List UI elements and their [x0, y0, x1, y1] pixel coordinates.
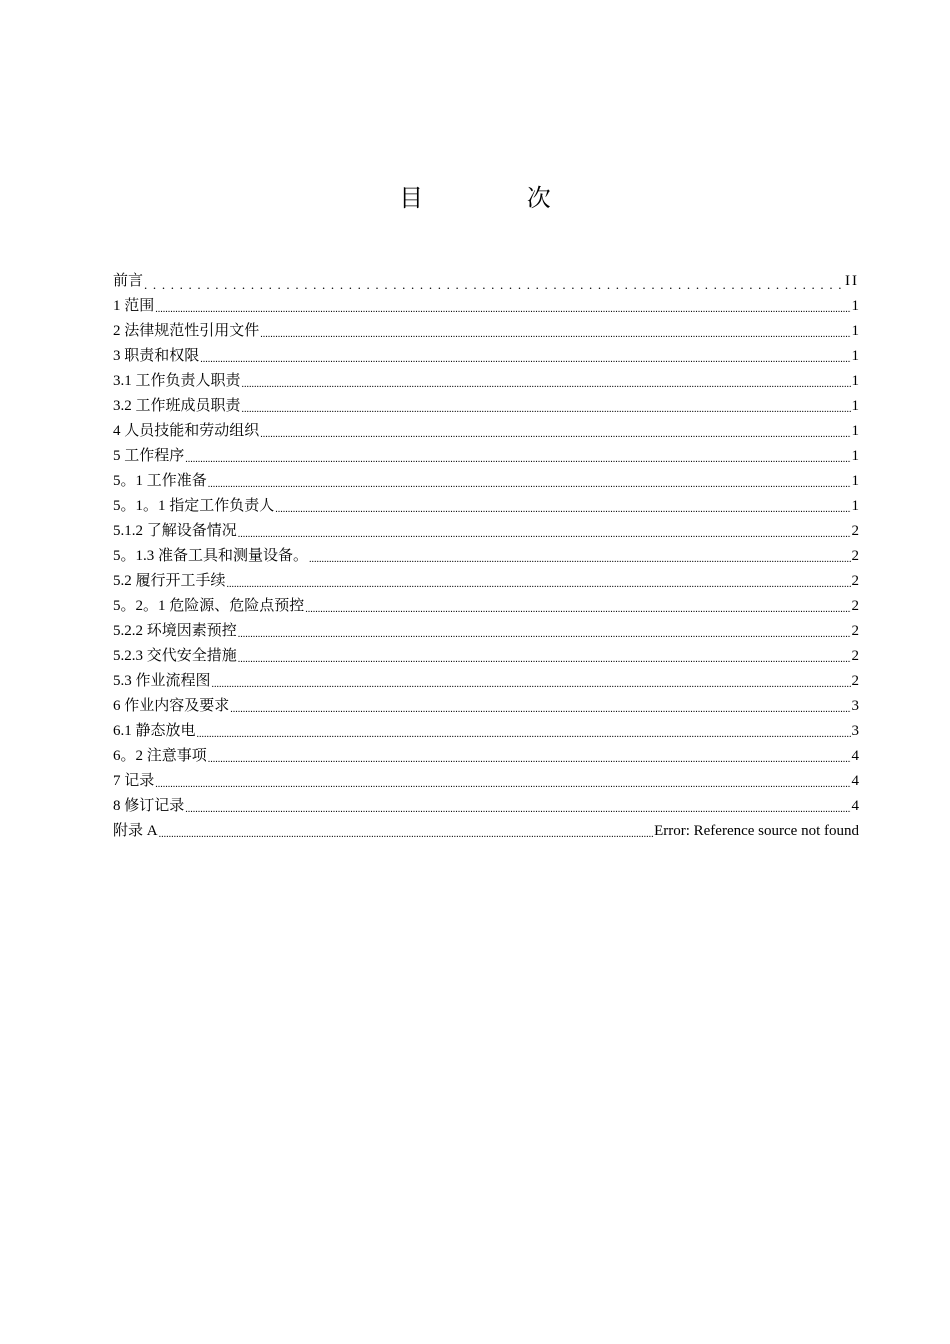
toc-entry-page: 1	[851, 298, 859, 314]
toc-dot-leader	[185, 794, 850, 819]
toc-entry-label: 7 记录	[113, 773, 155, 789]
toc-entry-label: 2 法律规范性引用文件	[113, 323, 260, 339]
toc-dot-leader	[212, 669, 851, 694]
toc-entry-label: 附录 A	[113, 823, 158, 839]
toc-entry[interactable]	[113, 294, 859, 319]
toc-entry-page: 1	[851, 448, 859, 464]
toc-dot-leader	[144, 269, 844, 294]
toc-entry-page: 2	[851, 623, 859, 639]
toc-entry-page: Error: Reference source not found	[654, 823, 859, 839]
toc-entry-page: 4	[851, 798, 859, 814]
toc-entry-label: 5.1.2 了解设备情况	[113, 523, 237, 539]
toc-entry-label: 6.1 静态放电	[113, 723, 196, 739]
toc-entry-page: 2	[851, 573, 859, 589]
table-of-contents	[113, 269, 859, 844]
toc-entry[interactable]	[113, 419, 859, 444]
toc-dot-leader	[309, 544, 850, 569]
toc-dot-leader	[305, 594, 850, 619]
toc-entry-page: 3	[851, 698, 859, 714]
toc-entry[interactable]	[113, 494, 859, 519]
page-title: 目 次	[399, 184, 599, 212]
toc-dot-leader	[208, 469, 851, 494]
toc-entry-label: 前言	[113, 273, 144, 289]
toc-dot-leader	[200, 344, 850, 369]
toc-entry-label: 5。1.3 准备工具和测量设备。	[113, 548, 309, 564]
toc-entry[interactable]	[113, 719, 859, 744]
toc-entry[interactable]	[113, 269, 859, 294]
toc-entry[interactable]	[113, 394, 859, 419]
toc-entry-page: 3	[851, 723, 859, 739]
toc-dot-leader	[197, 719, 851, 744]
toc-entry-page: 2	[851, 673, 859, 689]
toc-dot-leader	[260, 419, 850, 444]
toc-entry[interactable]	[113, 744, 859, 769]
toc-dot-leader	[155, 769, 850, 794]
toc-dot-leader	[242, 394, 851, 419]
toc-entry-label: 5 工作程序	[113, 448, 185, 464]
toc-entry-label: 1 范围	[113, 298, 155, 314]
toc-entry[interactable]	[113, 794, 859, 819]
toc-entry-label: 4 人员技能和劳动组织	[113, 423, 260, 439]
toc-entry[interactable]	[113, 644, 859, 669]
toc-entry-label: 5。1 工作准备	[113, 473, 207, 489]
toc-dot-leader	[155, 294, 850, 319]
toc-dot-leader	[275, 494, 850, 519]
toc-entry-page: 2	[851, 523, 859, 539]
toc-dot-leader	[238, 619, 851, 644]
toc-entry[interactable]	[113, 769, 859, 794]
toc-entry-label: 5。1。1 指定工作负责人	[113, 498, 275, 514]
toc-entry-label: 3.1 工作负责人职责	[113, 373, 241, 389]
toc-entry[interactable]	[113, 569, 859, 594]
toc-dot-leader	[185, 444, 850, 469]
toc-entry-page: 1	[851, 473, 859, 489]
toc-entry-page: 4	[851, 773, 859, 789]
toc-entry[interactable]	[113, 469, 859, 494]
toc-dot-leader	[238, 519, 851, 544]
toc-entry-label: 5.2 履行开工手续	[113, 573, 226, 589]
toc-entry-label: 3.2 工作班成员职责	[113, 398, 241, 414]
toc-entry-page: 1	[851, 498, 859, 514]
toc-entry-page: 1	[851, 423, 859, 439]
toc-entry[interactable]	[113, 594, 859, 619]
toc-entry-page: 2	[851, 598, 859, 614]
toc-entry[interactable]	[113, 319, 859, 344]
toc-entry-label: 3 职责和权限	[113, 348, 200, 364]
toc-entry[interactable]	[113, 544, 859, 569]
toc-dot-leader	[230, 694, 850, 719]
toc-entry[interactable]	[113, 369, 859, 394]
toc-dot-leader	[227, 569, 851, 594]
toc-entry-page: 1	[851, 373, 859, 389]
toc-dot-leader	[159, 819, 653, 844]
toc-entry-label: 6。2 注意事项	[113, 748, 207, 764]
toc-entry-page: 2	[851, 648, 859, 664]
toc-dot-leader	[242, 369, 851, 394]
toc-entry[interactable]	[113, 819, 859, 844]
toc-entry[interactable]	[113, 694, 859, 719]
toc-entry-page: II	[845, 273, 859, 289]
toc-entry-label: 6 作业内容及要求	[113, 698, 230, 714]
toc-entry[interactable]	[113, 519, 859, 544]
toc-entry-label: 5.2.3 交代安全措施	[113, 648, 237, 664]
toc-dot-leader	[238, 644, 851, 669]
toc-dot-leader	[208, 744, 851, 769]
toc-entry-page: 1	[851, 348, 859, 364]
toc-entry[interactable]	[113, 444, 859, 469]
toc-entry[interactable]	[113, 669, 859, 694]
toc-entry-page: 1	[851, 398, 859, 414]
toc-entry[interactable]	[113, 619, 859, 644]
toc-entry-label: 5.3 作业流程图	[113, 673, 211, 689]
toc-entry-page: 4	[851, 748, 859, 764]
toc-entry-page: 1	[851, 323, 859, 339]
toc-dot-leader	[260, 319, 850, 344]
toc-entry-label: 5.2.2 环境因素预控	[113, 623, 237, 639]
toc-entry[interactable]	[113, 344, 859, 369]
toc-entry-label: 5。2。1 危险源、危险点预控	[113, 598, 305, 614]
toc-entry-label: 8 修订记录	[113, 798, 185, 814]
toc-entry-page: 2	[851, 548, 859, 564]
